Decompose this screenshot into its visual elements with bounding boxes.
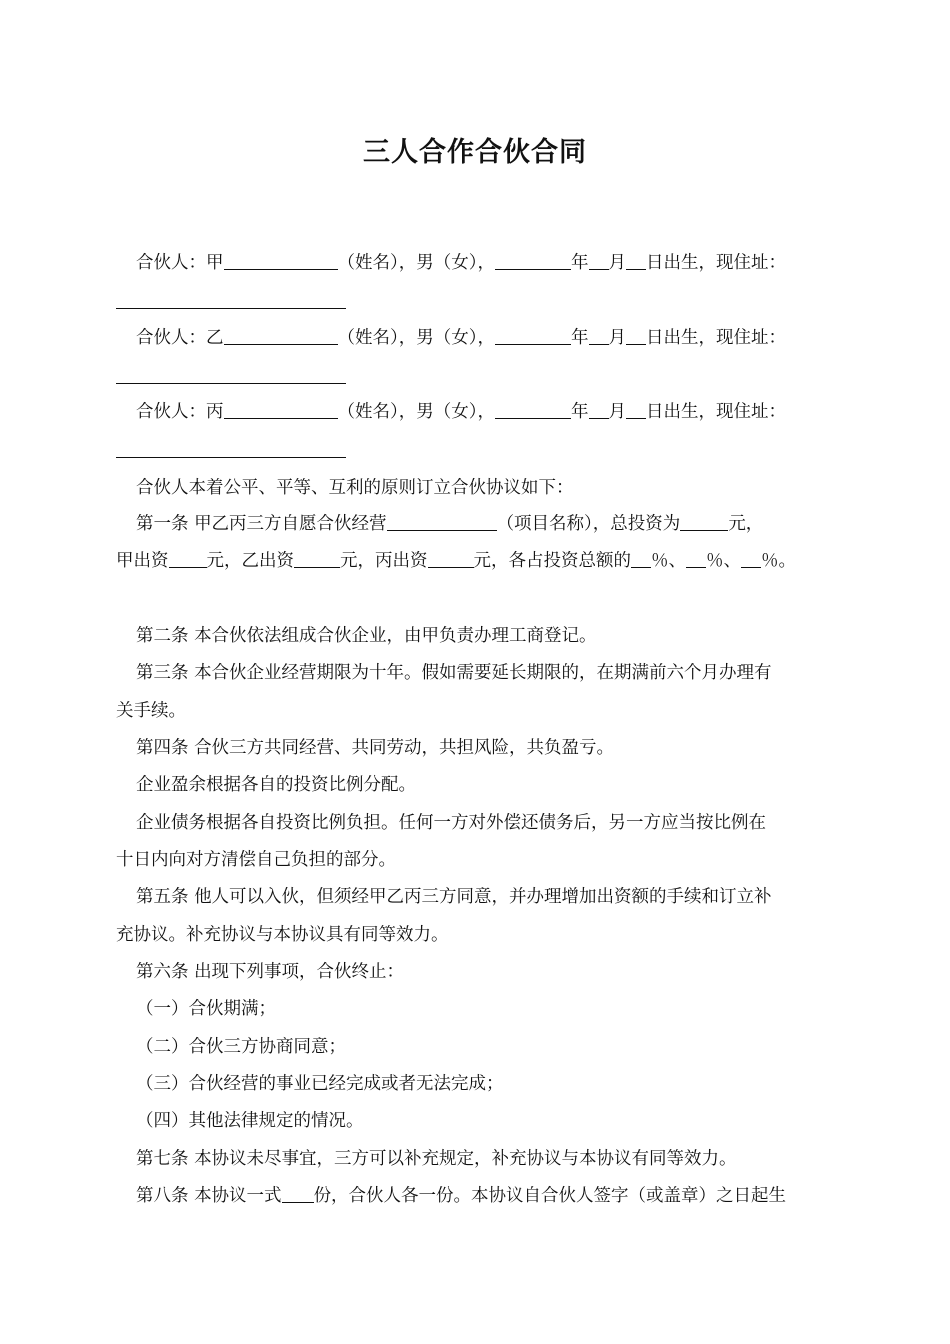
- blank-field: [282, 1185, 314, 1203]
- article-2: 第二条 本合伙依法组成合伙企业，由甲负责办理工商登记。: [136, 626, 597, 646]
- partner-b-name-hint: （姓名），男（女），: [337, 328, 495, 348]
- article-6: 第六条 出现下列事项，合伙终止：: [136, 962, 405, 982]
- dob-month-label: 月: [608, 402, 626, 422]
- dob-day-address-label: 日出生，现住址：: [646, 402, 786, 422]
- dob-day-address-label: 日出生，现住址：: [646, 253, 786, 273]
- address-blank-line: [116, 383, 346, 384]
- article-8-text: 第八条 本协议一式: [136, 1186, 282, 1206]
- blank-field: [224, 252, 338, 270]
- blank-field: [589, 401, 609, 419]
- article-5-line-1: 第五条 他人可以入伙，但须经甲乙丙三方同意，并办理增加出资额的手续和订立补: [136, 887, 772, 907]
- blank-field: [680, 513, 728, 531]
- debt-line-1: 企业债务根据各自投资比例负担。任何一方对外偿还债务后，另一方应当按比例在: [136, 813, 766, 833]
- partner-b-label: 合伙人：乙: [136, 328, 224, 348]
- article-1-line-1: [136, 512, 876, 536]
- intro-paragraph: 合伙人本着公平、平等、互利的原则订立合伙协议如下：: [136, 478, 574, 498]
- dob-month-label: 月: [608, 328, 626, 348]
- dob-year-label: 年: [571, 328, 589, 348]
- blank-field: [741, 550, 761, 568]
- dob-year-label: 年: [571, 253, 589, 273]
- article-1-text: 甲出资: [116, 551, 169, 571]
- dob-day-address-label: 日出生，现住址：: [646, 328, 786, 348]
- blank-field: [294, 550, 340, 568]
- article-1-text: 元，丙出资: [340, 551, 428, 571]
- blank-field: [224, 327, 338, 345]
- document-title: 三人合作合伙合同: [363, 137, 587, 168]
- article-3-line-2: 关手续。: [116, 701, 186, 721]
- dob-month-label: 月: [608, 253, 626, 273]
- blank-field: [495, 401, 571, 419]
- list-item: （一）合伙期满；: [136, 999, 276, 1019]
- address-blank-line: [116, 308, 346, 309]
- blank-field: [626, 252, 646, 270]
- blank-field: [387, 513, 497, 531]
- article-1-text: ％、: [706, 551, 741, 571]
- blank-field: [224, 401, 338, 419]
- article-8-line-1: [136, 1184, 876, 1208]
- partner-c-name-hint: （姓名），男（女），: [337, 402, 495, 422]
- article-1-text: 第一条 甲乙丙三方自愿合伙经营: [136, 514, 387, 534]
- blank-field: [589, 252, 609, 270]
- list-item: （三）合伙经营的事业已经完成或者无法完成；: [136, 1074, 504, 1094]
- address-blank-line: [116, 457, 346, 458]
- list-item: （二）合伙三方协商同意；: [136, 1037, 346, 1057]
- blank-field: [631, 550, 651, 568]
- article-1-text: （项目名称），总投资为: [496, 514, 681, 534]
- partner-b-line: [136, 326, 876, 350]
- blank-field: [428, 550, 474, 568]
- partner-a-label: 合伙人：甲: [136, 253, 224, 273]
- blank-field: [495, 252, 571, 270]
- article-1-line-2: [116, 549, 856, 573]
- blank-field: [686, 550, 706, 568]
- article-1-text: ％。: [761, 551, 796, 571]
- article-4: 第四条 合伙三方共同经营、共同劳动，共担风险，共负盈亏。: [136, 738, 615, 758]
- article-1-text: 元，: [728, 514, 764, 534]
- blank-field: [626, 327, 646, 345]
- partner-c-label: 合伙人：丙: [136, 402, 224, 422]
- article-1-text: 元，各占投资总额的: [473, 551, 631, 571]
- dob-year-label: 年: [571, 402, 589, 422]
- blank-field: [169, 550, 207, 568]
- article-5-line-2: 充协议。补充协议与本协议具有同等效力。: [116, 925, 449, 945]
- article-1-text: 元，乙出资: [206, 551, 294, 571]
- profit-paragraph: 企业盈余根据各自的投资比例分配。: [136, 775, 416, 795]
- article-3-line-1: 第三条 本合伙企业经营期限为十年。假如需要延长期限的，在期满前六个月办理有: [136, 663, 772, 683]
- blank-field: [626, 401, 646, 419]
- blank-field: [495, 327, 571, 345]
- partner-c-line: [136, 400, 876, 424]
- debt-line-2: 十日内向对方清偿自己负担的部分。: [116, 850, 396, 870]
- blank-field: [589, 327, 609, 345]
- article-8-text: 份，合伙人各一份。本协议自合伙人签字（或盖章）之日起生: [313, 1186, 787, 1206]
- article-1-text: ％、: [651, 551, 686, 571]
- partner-a-line: [136, 251, 876, 275]
- article-7: 第七条 本协议未尽事宜，三方可以补充规定，补充协议与本协议有同等效力。: [136, 1149, 737, 1169]
- partner-a-name-hint: （姓名），男（女），: [337, 253, 495, 273]
- list-item: （四）其他法律规定的情况。: [136, 1111, 364, 1131]
